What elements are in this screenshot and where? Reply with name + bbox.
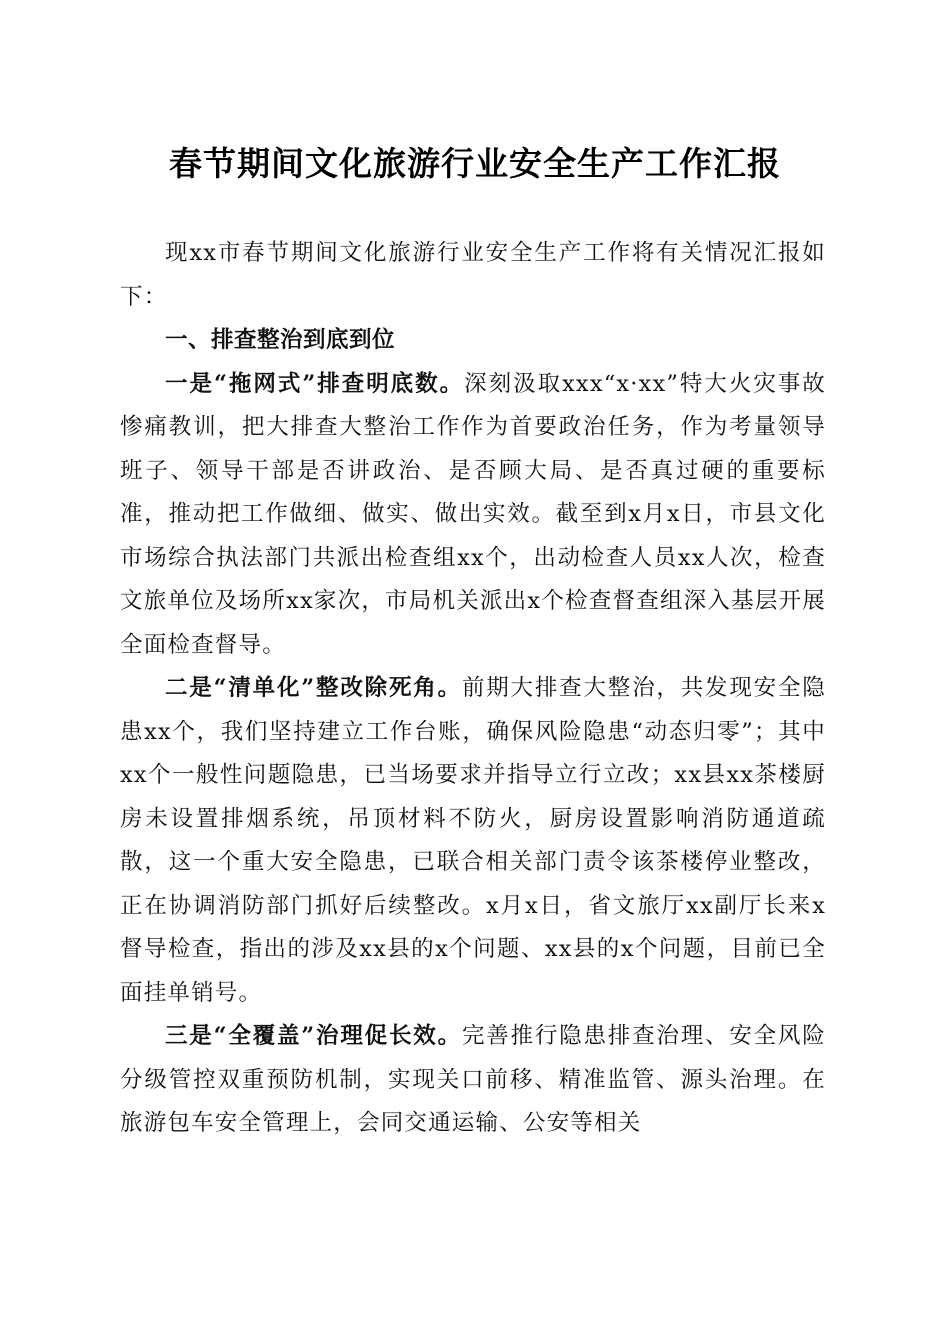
paragraph-lead: 二是“清单化”整改除死角。 [165,675,462,701]
paragraph-text: 完善推行隐患排查治理、安全风险分级管控双重预防机制，实现关口前移、精准监管、源头治理。在旅游包车安全管理上，会同交通运输、公安等相关 [120,1023,826,1136]
paragraph-1 [120,363,826,668]
document-title: 春节期间文化旅游行业安全生产工作汇报 [169,144,781,183]
intro-paragraph: 现xx市春节期间文化旅游行业安全生产工作将有关情况汇报如下： [120,240,826,310]
paragraph-2 [120,667,826,1015]
section-heading: 一、排查整治到底到位 [165,327,396,353]
paragraph-text: 深刻汲取xxx“x·xx”特大火灾事故惨痛教训，把大排查大整治工作作为首要政治任务，作为考量领导班子、领导干部是否讲政治、是否顾大局、是否真过硬的重要标准，推动把工作做细、做实、做出实效。截至到x月x日，市县文化市场综合执法部门共派出检查组xx个，出动检查人员xx人次，检查文旅单位及场所xx家次，市局机关派出x个检查督查组深入基层开展全面检查督导。 [120,370,827,658]
paragraph-text: 前期大排查大整治，共发现安全隐患xx个，我们坚持建立工作台账，确保风险隐患“动态归零”；其中xx个一般性问题隐患，已当场要求并指导立行立改；xx县xx茶楼厨房未设置排烟系统，吊顶材料不防火，厨房设置影响消防通道疏散，这一个重大安全隐患，已联合相关部门责令该茶楼停业整改，正在协调消防部门抓好后续整改。x月x日，省文旅厅xx副厅长来x督导检查，指出的涉及xx县的x个问题、xx县的x个问题，目前已全面挂单销号。 [120,675,826,1006]
paragraph-lead: 一是“拖网式”排查明底数。 [165,370,465,397]
paragraph-lead: 三是“全覆盖”治理促长效。 [165,1023,462,1049]
paragraph-3 [120,1015,826,1146]
document-body [120,232,826,1146]
